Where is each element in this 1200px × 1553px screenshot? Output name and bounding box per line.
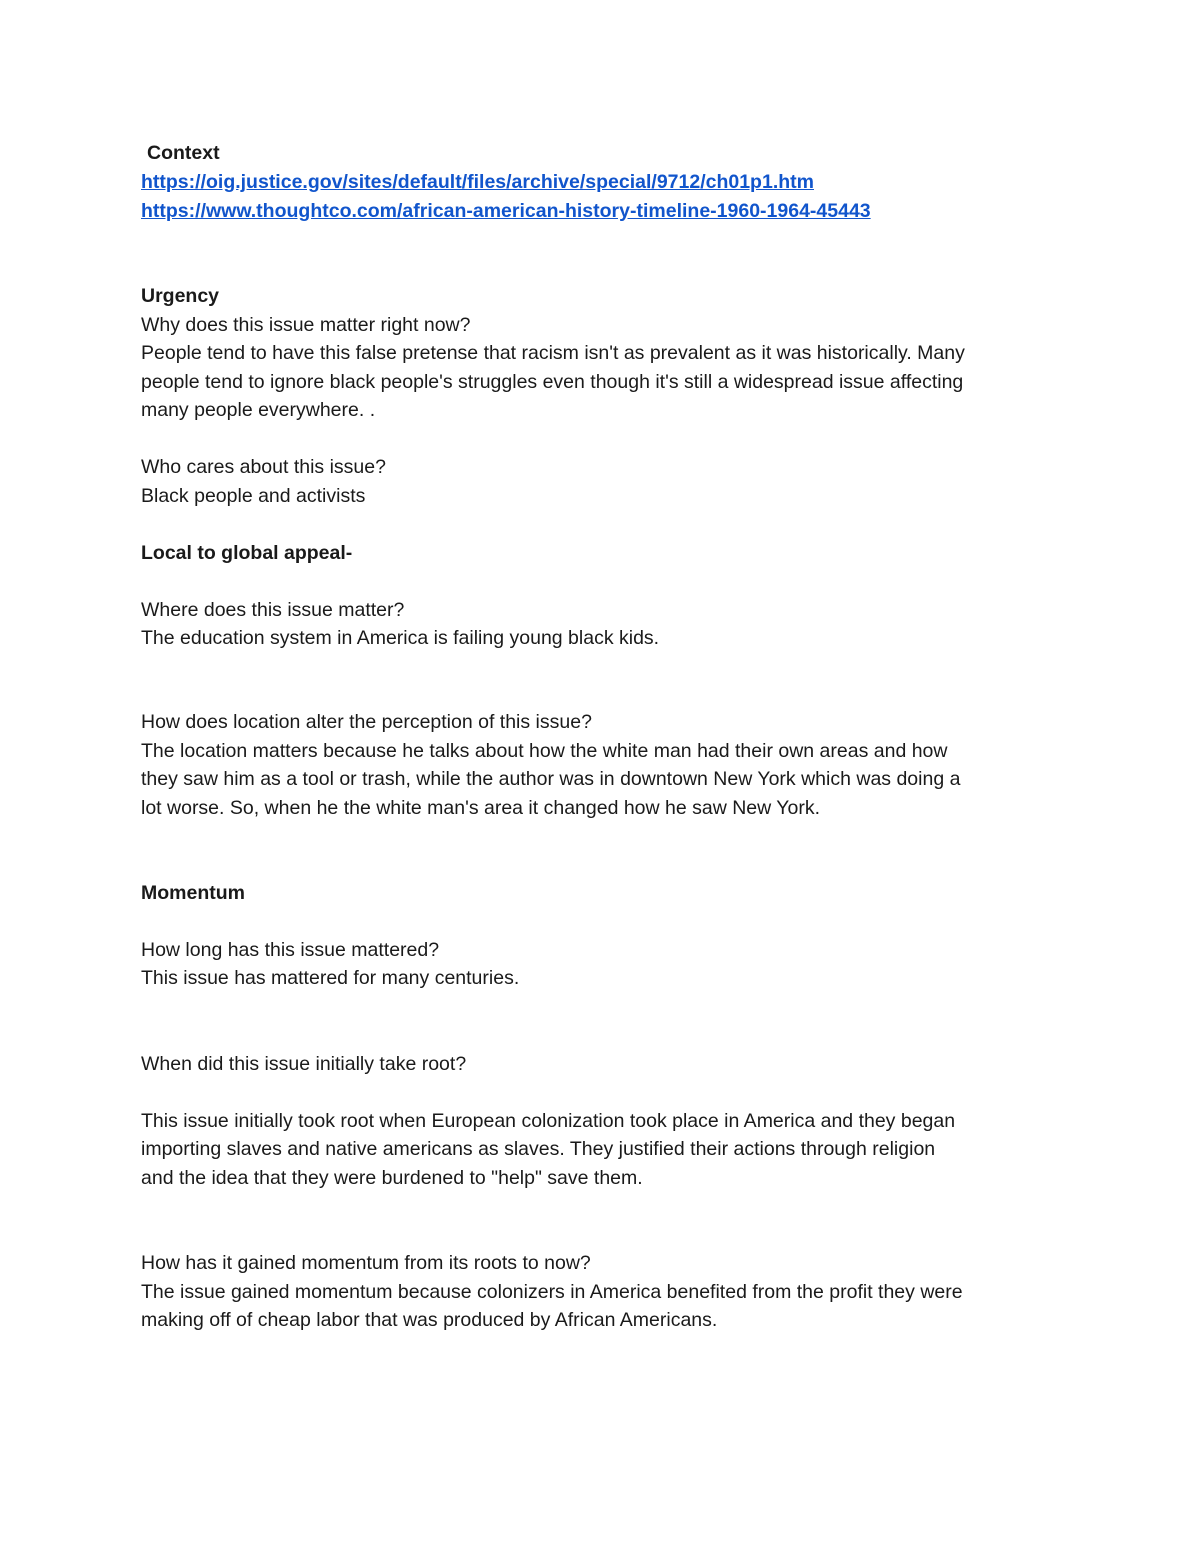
urgency-question-1: Why does this issue matter right now? — [141, 314, 471, 336]
local-global-heading: Local to global appeal- — [141, 542, 353, 564]
momentum-heading: Momentum — [141, 882, 245, 904]
local-global-answer-2-line: lot worse. So, when he the white man's area it changed how he saw New York. — [141, 797, 821, 819]
context-link-thoughtco[interactable]: https://www.thoughtco.com/african-american-history-timeline-1960-1964-45443 — [141, 200, 871, 222]
urgency-answer-1-line: many people everywhere. . — [141, 399, 376, 421]
urgency-question-2: Who cares about this issue? — [141, 456, 386, 478]
momentum-answer-3-line: making off of cheap labor that was produced by African Americans. — [141, 1309, 718, 1331]
momentum-question-3: How has it gained momentum from its roots to now? — [141, 1252, 591, 1274]
context-link-oig[interactable]: https://oig.justice.gov/sites/default/files/archive/special/9712/ch01p1.htm — [141, 171, 814, 193]
momentum-answer-1: This issue has mattered for many centuries. — [141, 967, 520, 989]
momentum-answer-2-line: importing slaves and native americans as slaves. They justified their actions through religion — [141, 1138, 936, 1160]
urgency-answer-2: Black people and activists — [141, 485, 366, 507]
momentum-answer-3-line: The issue gained momentum because colonizers in America benefited from the profit they were — [141, 1281, 963, 1303]
local-global-answer-2-line: they saw him as a tool or trash, while the author was in downtown New York which was doing a — [141, 768, 961, 790]
local-global-answer-1: The education system in America is failing young black kids. — [141, 627, 660, 649]
local-global-question-2: How does location alter the perception of this issue? — [141, 711, 592, 733]
urgency-answer-1-line: people tend to ignore black people's struggles even though it's still a widespread issue affecting — [141, 371, 964, 393]
momentum-question-1: How long has this issue mattered? — [141, 939, 440, 961]
context-heading: Context — [147, 142, 220, 164]
local-global-question-1: Where does this issue matter? — [141, 599, 405, 621]
urgency-heading: Urgency — [141, 285, 220, 307]
momentum-answer-2-line: and the idea that they were burdened to "help" save them. — [141, 1167, 643, 1189]
momentum-answer-2-line: This issue initially took root when European colonization took place in America and they began — [141, 1110, 956, 1132]
urgency-answer-1-line: People tend to have this false pretense that racism isn't as prevalent as it was historically. Many — [141, 342, 965, 364]
local-global-answer-2-line: The location matters because he talks about how the white man had their own areas and how — [141, 740, 948, 762]
momentum-question-2: When did this issue initially take root? — [141, 1053, 467, 1075]
